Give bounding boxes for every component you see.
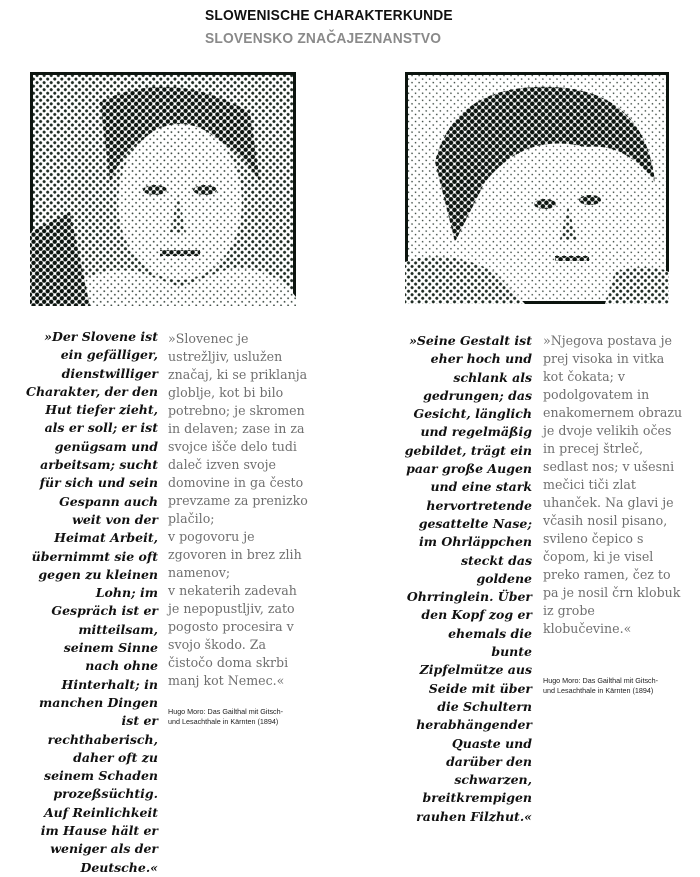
- quote-german-right: »Seine Gestalt ist eher hoch und schlank als gedrungen; das Gesicht, länglich und regelmäßig gebildet, trägt ein paar große Augen und eine stark hervortretende gesattelte Nase; im Ohrläppchen steckt das goldene Ohrringlein. Über den Kopf zog er ehemals die bunte Zipfelmütze aus Seide mit über die Schultern herabhängender Quaste und darüber den schwarzen, breitkrempigen rauhen Filzhut.«: [404, 333, 532, 824]
- page-title-german: SLOWENISCHE CHARAKTERKUNDE: [205, 7, 453, 24]
- halftone-portrait-icon: [30, 72, 296, 306]
- portrait-photo-left: [30, 72, 296, 306]
- quote-slovenian-right: »Njegova postava je prej visoka in vitka kot čokata; v podolgovatem in enakomernem obrazu je dvoje velikih očes in precej štrleč, sedlast nos; v ušesni mečici tiči zlat uhanček. Na glavi je včasih nosil pisano, svileno čepico s čopom, ki je visel preko ramen, čez to pa je nosil črn klobuk iz grobe klobučevine.«: [543, 333, 683, 636]
- halftone-portrait-icon: [405, 72, 669, 304]
- page-title-slovenian: SLOVENSKO ZNAČAJEZNANSTVO: [205, 30, 442, 47]
- source-caption-right: Hugo Moro: Das Gailthal mit Gitsch- und Lesachthale in Kärnten (1894): [543, 676, 659, 695]
- quote-german-left: »Der Slovene ist ein gefälliger, dienstwilliger Charakter, der den Hut tiefer zieht, als er soll; er ist genügsam und arbeitsam; sucht für sich und sein Gespann auch weit von der Heimat Arbeit, übernimmt sie oft gegen zu kleinen Lohn; im Gespräch ist er mitteilsam, seinem Sinne nach ohne Hinterhalt; in manchen Dingen ist er rechthaberisch, daher oft zu seinem Schaden prozeßsüchtig. Auf Reinlichkeit im Hause hält er weniger als der Deutsche.«: [26, 329, 159, 875]
- source-caption-left: Hugo Moro: Das Gailthal mit Gitsch- und Lesachthale in Kärnten (1894): [168, 707, 284, 726]
- quote-slovenian-left: »Slovenec je ustrežljiv, uslužen značaj, ki se priklanja globlje, kot bi bilo potrebno; je skromen in delaven; zase in za svojce išče delo tudi daleč izven svoje domovine in ga često prevzame za prenizko plačilo; v pogovoru je zgovoren in brez zlih namenov; v nekaterih zadevah je nepopustljiv, zato pogosto procesira v svojo škodo. Za čistočo doma skrbi manj kot Nemec.«: [168, 331, 308, 688]
- portrait-photo-right: [405, 72, 669, 304]
